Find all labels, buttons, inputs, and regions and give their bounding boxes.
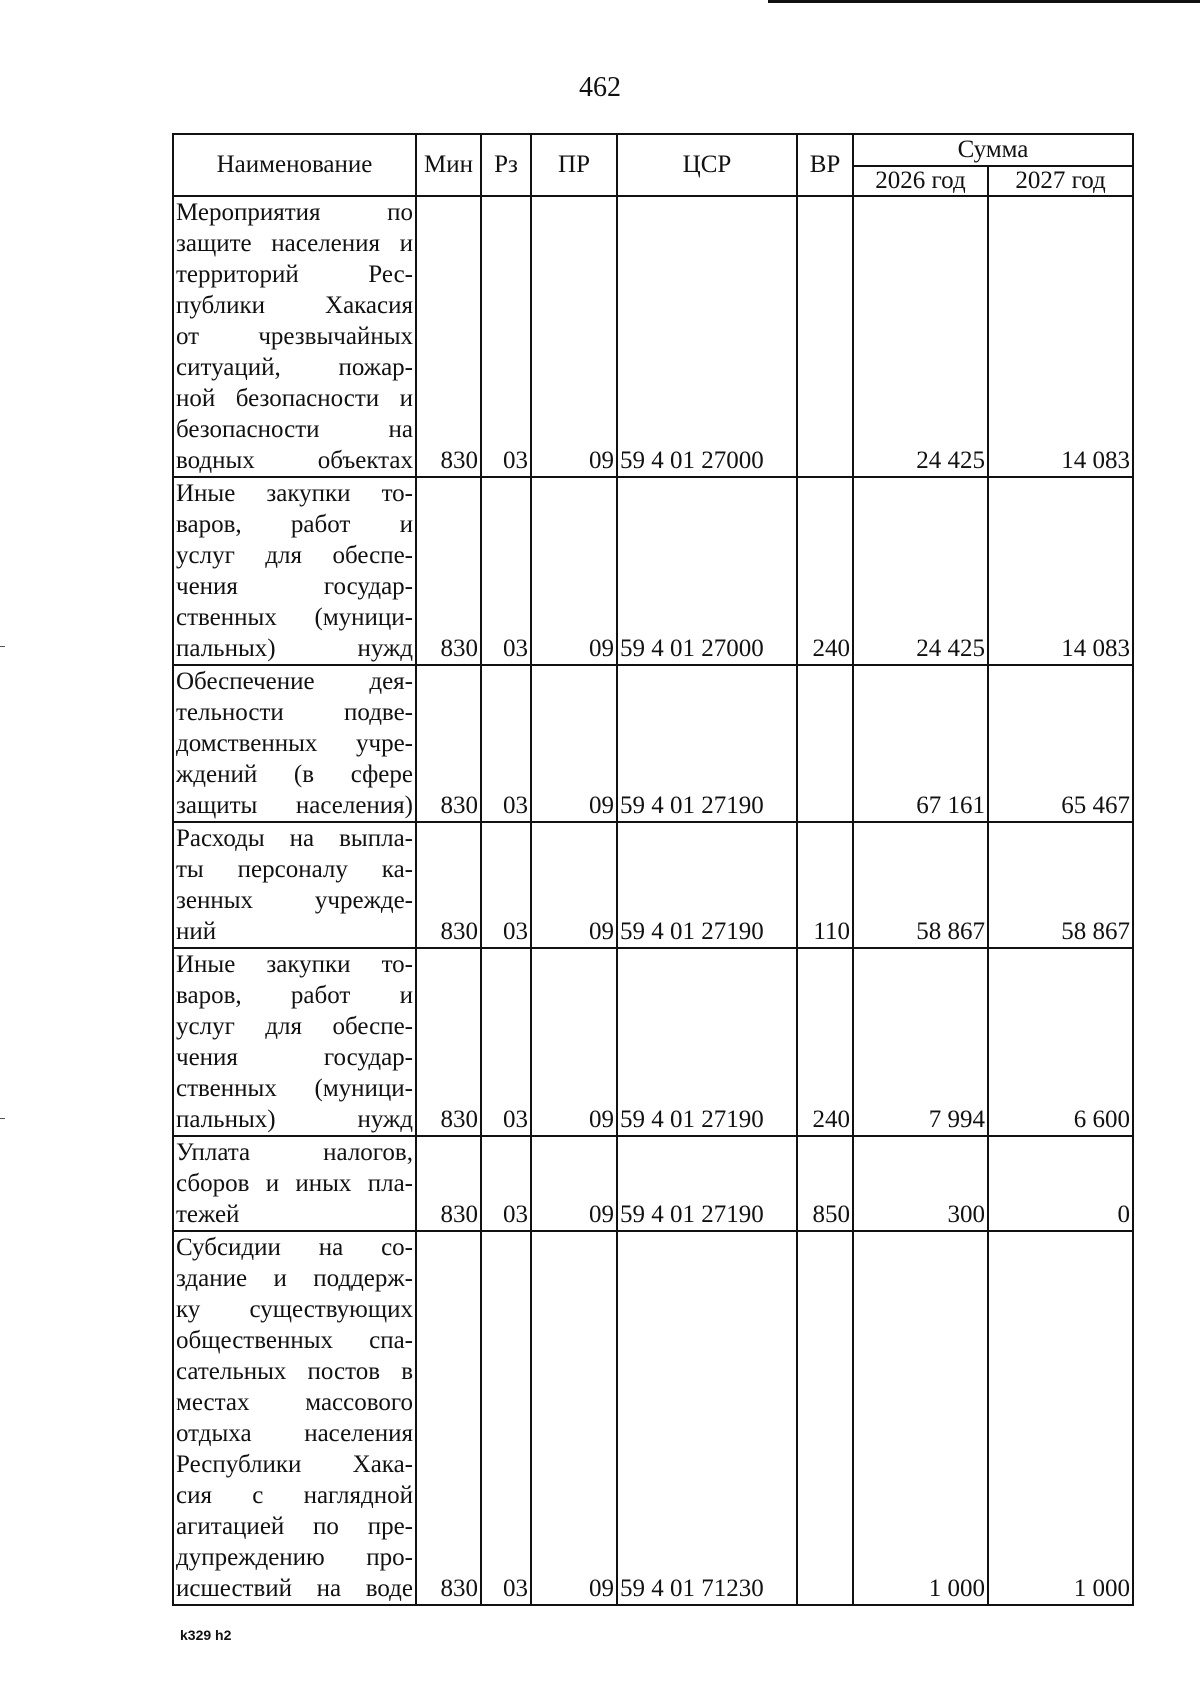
cell-name (173, 948, 416, 1136)
name-line: местах массового (176, 1389, 413, 1416)
name-line: ждений (в сфере (176, 761, 413, 788)
cell-sum-2027: 14 083 (988, 196, 1133, 477)
table-row (173, 1136, 1133, 1231)
table-row (173, 665, 1133, 822)
header-min: Мин (416, 134, 481, 196)
name-line: Уплата налогов, (176, 1139, 413, 1166)
name-line: Расходы на выпла- (176, 825, 413, 852)
cell-sum-2026: 58 867 (853, 822, 988, 948)
name-line: водных объектах (176, 447, 413, 474)
cell-vr (797, 665, 853, 822)
name-line: здание и поддерж- (176, 1265, 413, 1292)
name-line: защите населения и (176, 230, 413, 257)
cell-sum-2026: 7 994 (853, 948, 988, 1136)
cell-pr: 09 (531, 196, 617, 477)
name-line: дупреждению про- (176, 1544, 413, 1571)
table-row (173, 196, 1133, 477)
top-edge-rule (768, 0, 1200, 3)
cell-name (173, 1136, 416, 1231)
cell-sum-2026: 300 (853, 1136, 988, 1231)
cell-pr: 09 (531, 665, 617, 822)
name-line: ственных (муници- (176, 1075, 413, 1102)
header-vr: ВР (797, 134, 853, 196)
name-line: ной безопасности и (176, 385, 413, 412)
cell-sum-2026: 24 425 (853, 477, 988, 665)
cell-name (173, 665, 416, 822)
cell-vr: 110 (797, 822, 853, 948)
name-line: чения государ- (176, 1044, 413, 1071)
table-row (173, 477, 1133, 665)
name-line: территорий Рес- (176, 261, 413, 288)
margin-mark (0, 1118, 5, 1119)
header-year-2027: 2027 год (988, 166, 1133, 196)
header-csr: ЦСР (617, 134, 797, 196)
cell-pr: 09 (531, 948, 617, 1136)
cell-min: 830 (416, 1231, 481, 1605)
cell-csr: 59 4 01 27190 (617, 822, 797, 948)
name-line: тежей (176, 1201, 240, 1228)
name-line: ситуаций, пожар- (176, 354, 413, 381)
cell-csr: 59 4 01 27190 (617, 665, 797, 822)
header-pr: ПР (531, 134, 617, 196)
name-line: безопасности на (176, 416, 413, 443)
name-line: Субсидии на со- (176, 1234, 413, 1261)
cell-csr: 59 4 01 71230 (617, 1231, 797, 1605)
name-line: ку существующих (176, 1296, 413, 1323)
name-line: сательных постов в (176, 1358, 413, 1385)
name-line: отдыха населения (176, 1420, 413, 1447)
cell-vr: 240 (797, 477, 853, 665)
name-line: общественных спа- (176, 1327, 413, 1354)
name-line: домственных учре- (176, 730, 413, 757)
cell-sum-2027: 1 000 (988, 1231, 1133, 1605)
header-name: Наименование (173, 134, 416, 196)
name-line: ний (176, 918, 217, 945)
name-line: от чрезвычайных (176, 323, 413, 350)
cell-sum-2026: 24 425 (853, 196, 988, 477)
header-row (173, 134, 1133, 166)
cell-sum-2026: 67 161 (853, 665, 988, 822)
cell-min: 830 (416, 1136, 481, 1231)
cell-name (173, 1231, 416, 1605)
name-line: агитацией по пре- (176, 1513, 413, 1540)
cell-min: 830 (416, 822, 481, 948)
cell-vr (797, 1231, 853, 1605)
name-line: чения государ- (176, 573, 413, 600)
cell-csr: 59 4 01 27190 (617, 1136, 797, 1231)
budget-table (172, 133, 1134, 1606)
name-line: варов, работ и (176, 511, 413, 538)
cell-min: 830 (416, 196, 481, 477)
cell-name (173, 196, 416, 477)
table-row (173, 822, 1133, 948)
cell-rz: 03 (481, 822, 531, 948)
cell-rz: 03 (481, 1136, 531, 1231)
table-row (173, 948, 1133, 1136)
name-line: Республики Хака- (176, 1451, 413, 1478)
table-row (173, 1231, 1133, 1605)
name-line: Мероприятия по (176, 199, 413, 226)
name-line: сборов и иных пла- (176, 1170, 413, 1197)
cell-pr: 09 (531, 1136, 617, 1231)
cell-pr: 09 (531, 1231, 617, 1605)
name-line: ты персоналу ка- (176, 856, 413, 883)
cell-csr: 59 4 01 27190 (617, 948, 797, 1136)
cell-min: 830 (416, 665, 481, 822)
name-line: Иные закупки то- (176, 480, 413, 507)
table-body (173, 196, 1133, 1605)
cell-name (173, 822, 416, 948)
cell-vr: 850 (797, 1136, 853, 1231)
header-year-2026: 2026 год (853, 166, 988, 196)
name-line: Обеспечение дея- (176, 668, 413, 695)
cell-rz: 03 (481, 665, 531, 822)
name-line: услуг для обеспе- (176, 1013, 413, 1040)
cell-rz: 03 (481, 196, 531, 477)
name-line: защиты населения) (176, 792, 413, 819)
cell-pr: 09 (531, 477, 617, 665)
margin-mark (0, 646, 5, 647)
cell-vr (797, 196, 853, 477)
cell-pr: 09 (531, 822, 617, 948)
cell-vr: 240 (797, 948, 853, 1136)
cell-min: 830 (416, 477, 481, 665)
cell-rz: 03 (481, 477, 531, 665)
name-line: сия с наглядной (176, 1482, 413, 1509)
cell-sum-2026: 1 000 (853, 1231, 988, 1605)
cell-csr: 59 4 01 27000 (617, 477, 797, 665)
page-number: 462 (579, 72, 621, 103)
name-line: Иные закупки то- (176, 951, 413, 978)
header-sum: Сумма (853, 134, 1133, 166)
header-rz: Рз (481, 134, 531, 196)
name-line: пальных) нужд (176, 1106, 413, 1133)
cell-sum-2027: 14 083 (988, 477, 1133, 665)
name-line: публики Хакасия (176, 292, 413, 319)
cell-sum-2027: 58 867 (988, 822, 1133, 948)
cell-sum-2027: 0 (988, 1136, 1133, 1231)
name-line: зенных учрежде- (176, 887, 413, 914)
name-line: услуг для обеспе- (176, 542, 413, 569)
cell-csr: 59 4 01 27000 (617, 196, 797, 477)
cell-sum-2027: 6 600 (988, 948, 1133, 1136)
name-line: варов, работ и (176, 982, 413, 1009)
name-line: тельности подве- (176, 699, 413, 726)
name-line: исшествий на воде (176, 1575, 413, 1602)
cell-name (173, 477, 416, 665)
name-line: ственных (муници- (176, 604, 413, 631)
footer-code: k329 h2 (180, 1627, 232, 1643)
cell-sum-2027: 65 467 (988, 665, 1133, 822)
name-line: пальных) нужд (176, 635, 413, 662)
cell-rz: 03 (481, 1231, 531, 1605)
cell-min: 830 (416, 948, 481, 1136)
cell-rz: 03 (481, 948, 531, 1136)
